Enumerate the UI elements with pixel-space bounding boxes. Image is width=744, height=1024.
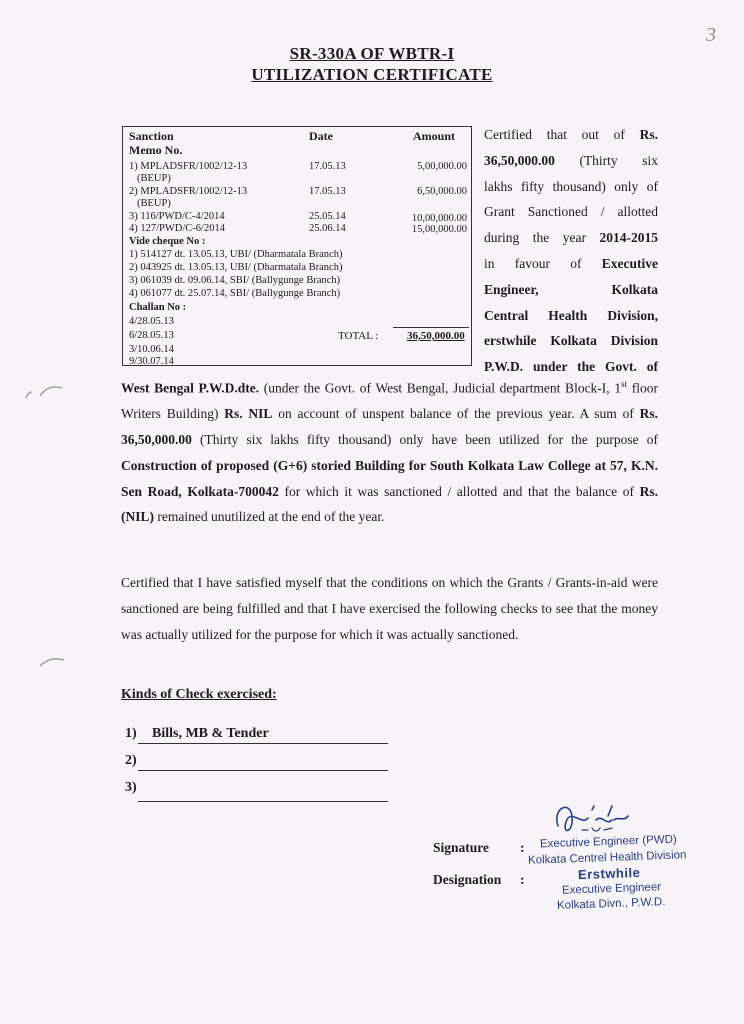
challan-4: 9/30.07.14 (129, 356, 174, 367)
challan-3: 3/10.06.14 (129, 344, 174, 355)
side-line: 36,50,000.00 (Thirty six (484, 152, 658, 168)
side-line: in favour of Executive (484, 255, 658, 271)
memo-2: 2) MPLADSFR/1002/12-13 (129, 186, 248, 197)
designation-colon: : (520, 872, 525, 887)
stamp-line-3: Erstwhile (577, 864, 641, 883)
page-number: 3 (706, 24, 716, 46)
side-line: Certified that out of Rs. (484, 127, 658, 142)
check-2-number: 2) (125, 753, 137, 768)
checks-heading: Kinds of Check exercised: (121, 687, 277, 702)
date-4: 25.06.14 (309, 223, 346, 234)
cheque-2: 2) 043925 dt. 13.05.13, UBI/ (Dharmatala Branch) (129, 262, 343, 273)
form-title: SR-330A OF WBTR-I (289, 44, 455, 63)
date-2: 17.05.13 (309, 186, 346, 197)
side-line: Central Health Division, (484, 307, 658, 323)
side-paragraph (484, 122, 658, 380)
header-date: Date (309, 129, 333, 143)
header-sanction: Sanction (129, 129, 174, 143)
certification-paragraph: Certified that I have satisfied myself that the conditions on which the Grants / Grants-in-aid were sanctioned are being fulfilled and that I have exercised the following checks to see that the money was actually utilized for the purpose for which it was actually sanctioned. (121, 575, 658, 642)
total-rule-top (393, 327, 469, 328)
amount-4: 15,00,000.00 (411, 224, 467, 235)
date-1: 17.05.13 (309, 161, 346, 172)
stamp-line-1: Executive Engineer (PWD) (539, 833, 677, 851)
certificate-title: UTILIZATION CERTIFICATE (251, 65, 493, 84)
amount-1: 5,00,000.00 (417, 161, 467, 172)
amount-3: 10,00,000.00 (411, 213, 467, 224)
memo-1-sub: (BEUP) (137, 173, 171, 184)
header-amount: Amount (413, 129, 456, 143)
side-line: during the year 2014-2015 (484, 230, 658, 246)
signature-colon: : (520, 840, 525, 855)
check-3-line (138, 801, 388, 802)
punch-hole-mark (22, 380, 66, 402)
amount-2: 6,50,000.00 (417, 186, 467, 197)
memo-4: 4) 127/PWD/C-6/2014 (129, 223, 225, 234)
date-3: 25.05.14 (309, 211, 346, 222)
check-3-number: 3) (125, 780, 137, 795)
challan-label: Challan No : (129, 302, 187, 313)
side-line: lakhs fifty thousand) only of (484, 178, 658, 194)
check-1-number: 1) (125, 726, 137, 741)
side-line: erstwhile Kolkata Division (484, 333, 658, 349)
challan-1: 4/28.05.13 (129, 316, 174, 327)
memo-2-sub: (BEUP) (137, 198, 171, 209)
cheque-1: 1) 514127 dt. 13.05.13, UBI/ (Dharmatala Branch) (129, 249, 343, 260)
sanction-table (122, 126, 472, 366)
cheque-3: 3) 061039 dt. 09.06.14, SBI/ (Ballygunge Branch) (129, 275, 341, 286)
designation-label: Designation (433, 872, 502, 887)
stamp-line-4: Executive Engineer (561, 881, 662, 897)
check-1-text: Bills, MB & Tender (152, 726, 269, 741)
punch-hole-mark (38, 654, 68, 670)
header-memo: Memo No. (129, 143, 183, 157)
side-line: P.W.D. under the Govt. of (484, 359, 658, 375)
cheque-4: 4) 061077 dt. 25.07.14, SBI/ (Ballygunge Branch) (129, 288, 341, 299)
signature-label: Signature (433, 840, 490, 855)
memo-3: 3) 116/PWD/C-4/2014 (129, 211, 225, 222)
challan-2: 6/28.05.13 (129, 330, 174, 341)
total-label: TOTAL : (338, 330, 379, 342)
check-1-line (138, 743, 388, 744)
main-paragraph: West Bengal P.W.D.dte. (under the Govt. of West Bengal, Judicial department Block-I, 1st floor Writers Building) Rs. NIL on account of unspent balance of the previous year. A sum of Rs. 36,50,000.00 (Thirty six lakhs fifty thousand) only have been utilized for the purpose of Construction of proposed (G+6) storied Building for South Kolkata Law College at 57, K.N. Sen Road, Kolkata-700042 for which it was sanctioned / allotted and that the balance of Rs. (NIL) remained unutilized at the end of the year. (121, 379, 659, 525)
check-2-line (138, 770, 388, 771)
side-line: Grant Sanctioned / allotted (484, 204, 658, 220)
memo-1: 1) MPLADSFR/1002/12-13 (129, 161, 248, 172)
stamp-line-5: Kolkata Divn., P.W.D. (556, 896, 666, 912)
side-line: Engineer, Kolkata (484, 281, 658, 297)
stamp-line-2: Kolkata Centrel Health Division (527, 849, 687, 867)
vide-cheque-label: Vide cheque No : (129, 236, 206, 247)
total-value: 36,50,000.00 (407, 330, 465, 342)
